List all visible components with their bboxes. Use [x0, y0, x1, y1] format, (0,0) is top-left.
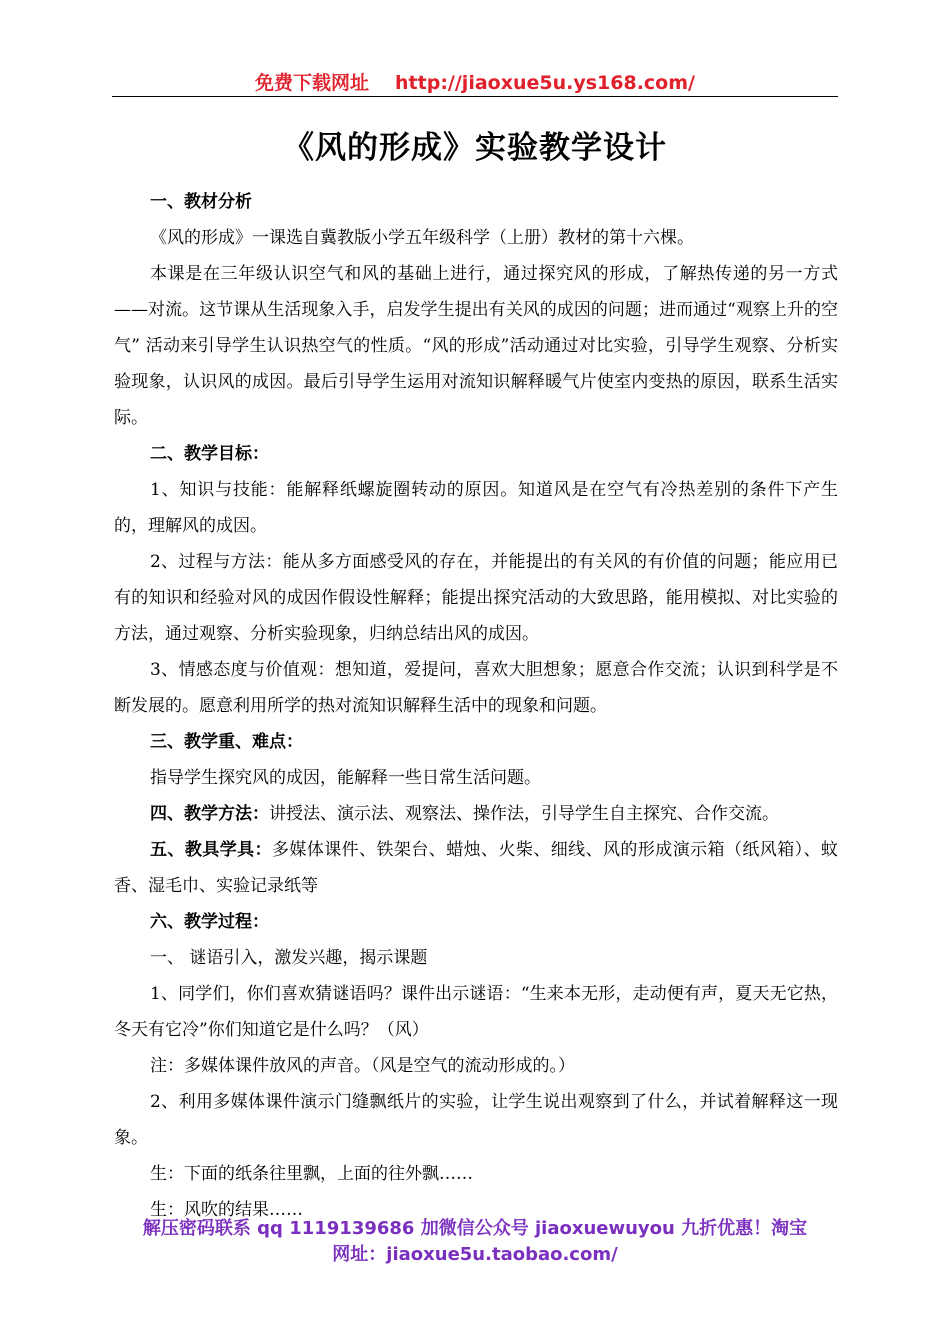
- section-text: 多媒体课件、铁架台、蜡烛、火柴、细线、风的形成演示箱（纸风箱）、蚊香、湿毛巾、实验记录纸等: [114, 840, 839, 896]
- header-divider: [112, 96, 838, 97]
- paragraph: 生：风吹的结果……: [150, 1200, 303, 1220]
- paragraph: [114, 832, 838, 904]
- paragraph: 一、 谜语引入，激发兴趣，揭示课题: [150, 948, 428, 968]
- section-text: 讲授法、演示法、观察法、操作法，引导学生自主探究、合作交流。: [269, 804, 779, 824]
- footer-taobao-link[interactable]: 网址：jiaoxue5u.taobao.com/: [332, 1244, 618, 1265]
- section-heading: 二、教学目标：: [150, 444, 269, 464]
- page-footer: [112, 1216, 838, 1268]
- paragraph: 2、利用多媒体课件演示门缝飘纸片的实验，让学生说出观察到了什么，并试着解释这一现象。: [114, 1092, 838, 1148]
- section-heading: 五、教具学具：: [150, 840, 272, 860]
- paragraph: 指导学生探究风的成因，能解释一些日常生活问题。: [150, 768, 541, 788]
- paragraph: 3、情感态度与价值观：想知道，爱提问，喜欢大胆想象；愿意合作交流；认识到科学是不断发展的。愿意利用所学的热对流知识解释生活中的现象和问题。: [114, 660, 838, 716]
- paragraph: 2、过程与方法：能从多方面感受风的存在，并能提出的有关风的有价值的问题；能应用已有的知识和经验对风的成因作假设性解释；能提出探究活动的大致思路，能用模拟、对比实验的方法，通过观察、分析实验现象，归纳总结出风的成因。: [114, 552, 838, 644]
- paragraph: [114, 796, 838, 832]
- paragraph: 1、同学们，你们喜欢猜谜语吗？课件出示谜语：“生来本无形，走动便有声，夏天无它热，冬天有它冷”你们知道它是什么吗？（风）: [114, 984, 838, 1040]
- section-heading: 三、教学重、难点：: [150, 732, 303, 752]
- header-url-link[interactable]: http://jiaoxue5u.ys168.com/: [395, 72, 695, 94]
- paragraph: 本课是在三年级认识空气和风的基础上进行，通过探究风的形成，了解热传递的另一方式——对流。这节课从生活现象入手，启发学生提出有关风的成因的问题；进而通过“观察上升的空气” 活动来引导学生认识热空气的性质。“风的形成”活动通过对比实验，引导学生观察、分析实验现象，认识风的成因。最后引导学生运用对流知识解释暖气片使室内变热的原因，联系生活实际。: [114, 264, 838, 428]
- header-label: 免费下载网址: [255, 72, 370, 94]
- document-body: [114, 184, 838, 1228]
- section-heading: 六、教学过程：: [150, 912, 269, 932]
- paragraph: 注：多媒体课件放风的声音。（风是空气的流动形成的。）: [150, 1056, 575, 1076]
- footer-contact-line: 解压密码联系 qq 1119139686 加微信公众号 jiaoxuewuyou 九折优惠！淘宝: [142, 1218, 808, 1239]
- document-title: 《风的形成》实验教学设计: [283, 130, 667, 166]
- paragraph: 《风的形成》一课选自冀教版小学五年级科学（上册）教材的第十六棵。: [150, 228, 694, 248]
- section-heading: 一、教材分析: [150, 192, 252, 212]
- paragraph: 生：下面的纸条往里飘，上面的往外飘……: [150, 1164, 473, 1184]
- page-header: [112, 68, 838, 96]
- section-heading: 四、教学方法：: [150, 804, 269, 824]
- paragraph: 1、知识与技能：能解释纸螺旋圈转动的原因。知道风是在空气有冷热差别的条件下产生的，理解风的成因。: [114, 480, 838, 536]
